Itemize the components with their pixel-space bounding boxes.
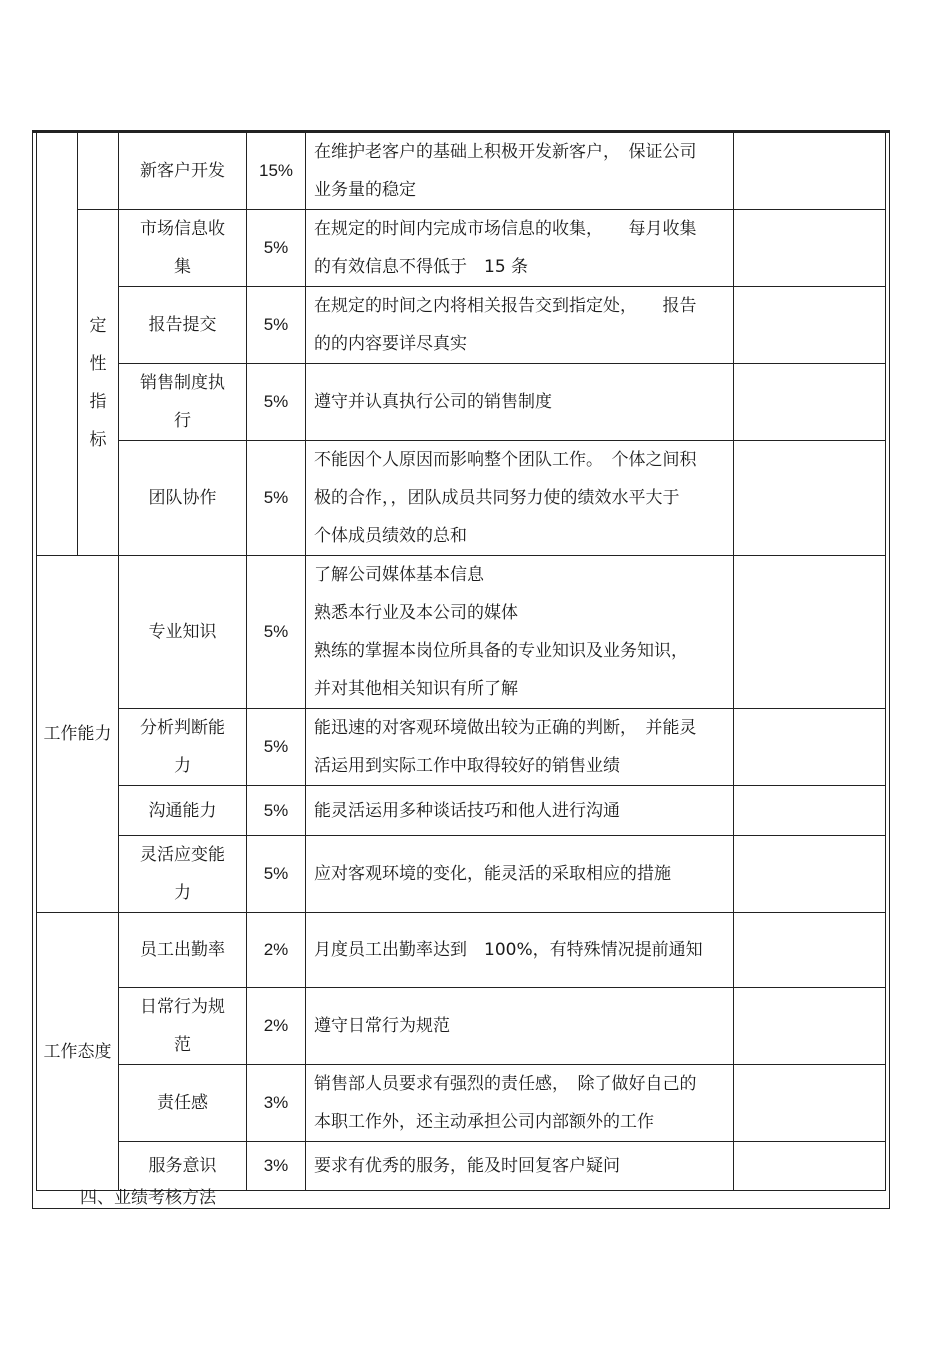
table-row — [37, 913, 886, 988]
assessment-table-body — [37, 133, 886, 1191]
indicator-weight: 3% — [247, 1142, 306, 1191]
score-cell — [734, 287, 886, 364]
indicator-weight: 5% — [247, 364, 306, 441]
indicator-name: 员工出勤率 — [119, 913, 247, 988]
description-line: 极的合作，，团队成员共同努力使的绩效水平大于 — [314, 488, 680, 508]
description-line: 能迅速的对客观环境做出较为正确的判断， 并能灵 — [314, 718, 697, 738]
indicator-weight: 15% — [247, 133, 306, 210]
subcategory-cell-blank — [78, 133, 119, 210]
score-cell — [734, 1065, 886, 1142]
indicator-weight: 5% — [247, 287, 306, 364]
indicator-description — [306, 364, 734, 441]
table-row — [37, 441, 886, 556]
vertical-label-char: 标 — [89, 429, 107, 450]
indicator-weight: 5% — [247, 210, 306, 287]
description-line: 个体成员绩效的总和 — [314, 526, 467, 546]
score-cell — [734, 709, 886, 786]
indicator-weight: 2% — [247, 988, 306, 1065]
table-row — [37, 364, 886, 441]
indicator-name: 责任感 — [119, 1065, 247, 1142]
score-cell — [734, 210, 886, 287]
indicator-weight: 5% — [247, 786, 306, 836]
indicator-weight: 3% — [247, 1065, 306, 1142]
indicator-description — [306, 786, 734, 836]
description-line: 的有效信息不得低于 15 条 — [314, 257, 529, 277]
indicator-description — [306, 913, 734, 988]
description-line: 业务量的稳定 — [314, 180, 416, 200]
qualitative-indicator-label — [78, 210, 119, 556]
table-row — [37, 210, 886, 287]
indicator-description — [306, 133, 734, 210]
description-line: 并对其他相关知识有所了解 — [314, 679, 518, 699]
description-line: 月度员工出勤率达到 100%，有特殊情况提前通知 — [314, 940, 703, 960]
indicator-name: 服务意识 — [119, 1142, 247, 1191]
work-ability-category: 工作能力 — [37, 556, 119, 913]
indicator-description — [306, 1142, 734, 1191]
description-line: 在规定的时间内完成市场信息的收集， 每月收集 — [314, 219, 697, 239]
indicator-description — [306, 836, 734, 913]
indicator-name: 团队协作 — [119, 441, 247, 556]
indicator-name: 分析判断能力 — [119, 709, 247, 786]
description-line: 不能因个人原因而影响整个团队工作。 个体之间积 — [314, 450, 697, 470]
description-line: 遵守并认真执行公司的销售制度 — [314, 392, 552, 412]
indicator-name: 报告提交 — [119, 287, 247, 364]
indicator-name: 沟通能力 — [119, 786, 247, 836]
indicator-description — [306, 709, 734, 786]
indicator-name: 销售制度执行 — [119, 364, 247, 441]
description-line: 要求有优秀的服务，能及时回复客户疑问 — [314, 1156, 620, 1176]
section-heading: 四、业绩考核方法 — [80, 1188, 216, 1208]
indicator-description — [306, 556, 734, 709]
description-line: 本职工作外，还主动承担公司内部额外的工作 — [314, 1112, 654, 1132]
table-row — [37, 988, 886, 1065]
score-cell — [734, 913, 886, 988]
assessment-table — [36, 132, 886, 1191]
score-cell — [734, 441, 886, 556]
indicator-name: 专业知识 — [119, 556, 247, 709]
score-cell — [734, 836, 886, 913]
table-row — [37, 556, 886, 709]
indicator-name: 日常行为规范 — [119, 988, 247, 1065]
score-cell — [734, 1142, 886, 1191]
indicator-description — [306, 988, 734, 1065]
description-line: 销售部人员要求有强烈的责任感， 除了做好自己的 — [314, 1074, 697, 1094]
description-line: 应对客观环境的变化，能灵活的采取相应的措施 — [314, 864, 671, 884]
indicator-name: 市场信息收集 — [119, 210, 247, 287]
description-line: 在维护老客户的基础上积极开发新客户， 保证公司 — [314, 142, 697, 162]
table-row — [37, 287, 886, 364]
vertical-label-char: 指 — [89, 391, 107, 412]
description-line: 熟悉本行业及本公司的媒体 — [314, 603, 518, 623]
indicator-weight: 5% — [247, 709, 306, 786]
indicator-weight: 5% — [247, 556, 306, 709]
indicator-weight: 2% — [247, 913, 306, 988]
table-row — [37, 786, 886, 836]
indicator-weight: 5% — [247, 836, 306, 913]
description-line: 活运用到实际工作中取得较好的销售业绩 — [314, 756, 620, 776]
indicator-name: 新客户开发 — [119, 133, 247, 210]
description-line: 了解公司媒体基本信息 — [314, 565, 484, 585]
indicator-description — [306, 441, 734, 556]
description-line: 能灵活运用多种谈话技巧和他人进行沟通 — [314, 800, 620, 821]
indicator-description — [306, 210, 734, 287]
indicator-name: 灵活应变能力 — [119, 836, 247, 913]
indicator-description — [306, 1065, 734, 1142]
table-row — [37, 836, 886, 913]
indicator-weight: 5% — [247, 441, 306, 556]
description-line: 熟练的掌握本岗位所具备的专业知识及业务知识， — [314, 641, 688, 661]
vertical-label-char: 定 — [89, 315, 107, 336]
description-line: 遵守日常行为规范 — [314, 1016, 450, 1036]
score-cell — [734, 133, 886, 210]
score-cell — [734, 556, 886, 709]
vertical-label-char: 性 — [89, 353, 107, 374]
table-row — [37, 1065, 886, 1142]
score-cell — [734, 988, 886, 1065]
indicator-description — [306, 287, 734, 364]
table-row — [37, 709, 886, 786]
category-cell-blank — [37, 133, 78, 556]
table-row — [37, 133, 886, 210]
work-attitude-category: 工作态度 — [37, 913, 119, 1191]
description-line: 在规定的时间之内将相关报告交到指定处， 报告 — [314, 296, 697, 316]
description-line: 的的内容要详尽真实 — [314, 334, 467, 354]
score-cell — [734, 364, 886, 441]
score-cell — [734, 786, 886, 836]
